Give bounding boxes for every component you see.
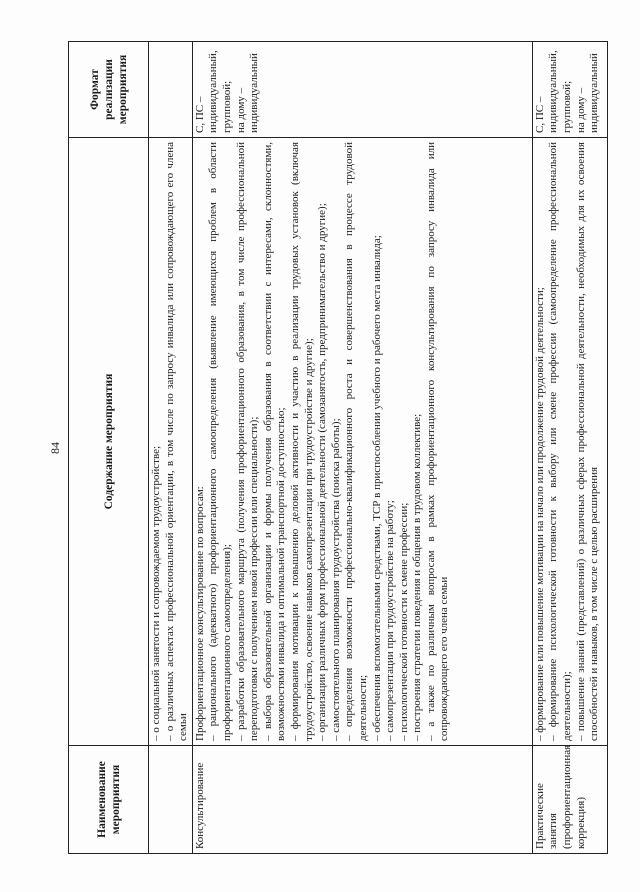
row-1-item-0: – рационального (адекватного) профориентационного самоопределения (выявление имеющихся проблем в области профориентационного самоопределения);: [207, 142, 234, 741]
row-2-item-2: – повышение знаний (представлений) о различных сферах профессиональной деятельности, необходимых для их освоения способностей и навыков, в том числе с целью расширения: [575, 142, 602, 741]
row-0-item-0: – о социальной занятости и сопровождаемом трудоустройстве;: [150, 142, 164, 741]
table-row: [149, 42, 193, 854]
row-1-format-line-4: индивидуальный: [248, 53, 261, 133]
row-2-format-line-0: С, ПС –: [533, 96, 546, 133]
row-1-item-9: – психологической готовности к смене профессии;: [398, 142, 412, 741]
header-event-format: Формат реализации мероприятия: [69, 42, 149, 138]
row-1-intro: Профориентационное консультирование по вопросам:: [193, 486, 206, 741]
row-2-content: [532, 138, 607, 746]
row-2-format-line-2: групповой;: [560, 80, 573, 133]
table-row: [532, 42, 607, 854]
row-2-item-1: – формирование психологической готовности к выбору или смене профессии (самоопределение профессиональной деятельности);: [547, 142, 574, 741]
row-1-format-line-3: на дому –: [234, 87, 247, 133]
row-0-name: [149, 746, 193, 854]
row-2-format-line-4: индивидуальный: [588, 53, 601, 133]
row-2-name: Практические занятия (профориентационная коррекция): [532, 746, 607, 854]
row-1-name: Консультирование: [192, 746, 532, 854]
row-1-format: [192, 42, 532, 138]
table-row: [192, 42, 532, 854]
row-1-item-3: – формирования мотивации к повышению деловой активности и участию в реализации трудовых установок (включая трудоустройство, освоение навыков самопрезентации при трудоустройстве и другие);: [289, 142, 316, 741]
row-1-format-line-1: индивидуальный,: [207, 50, 220, 133]
row-1-item-2: – выбора образовательной организации и формы получения образования в соответствии с интересами, склонностями, возможностями инвалида и оптимальной транспортной доступностью;: [262, 142, 289, 741]
row-1-item-10: – построения стратегии поведения и общения в трудовом коллективе;: [411, 142, 425, 741]
row-1-item-5: – самостоятельного планирования трудоустройства (поиска работы);: [330, 142, 344, 741]
rotated-page-content: [48, 42, 608, 854]
events-table: [68, 41, 608, 854]
row-1-format-line-0: С, ПС –: [193, 96, 206, 133]
row-2-format-line-1: индивидуальный,: [547, 50, 560, 133]
row-0-content: [149, 138, 193, 746]
row-1-content: [192, 138, 532, 746]
row-0-item-1: – о различных аспектах профессиональной ориентации, в том числе по запросу инвалида или сопровождающего его члена семьи: [164, 142, 191, 741]
row-1-item-1: – разработки образовательного маршрута (получения профориентационного образования, в том числе профессиональной переподготовки с получением новой профессии или специальности);: [235, 142, 262, 741]
row-2-item-0: – формирование или повышение мотивации на начало или продолжение трудовой деятельности;: [534, 142, 548, 741]
table-header-row: [69, 42, 149, 854]
row-1-item-4: – организации различных форм профессиональной деятельности (самозанятость, предпринимательство и другие);: [316, 142, 330, 741]
row-1-item-6: – определения возможности профессионально-квалификационного роста и совершенствования в процессе трудовой деятельности;: [343, 142, 370, 741]
row-1-format-line-2: групповой;: [220, 80, 233, 133]
row-1-item-7: – обеспечения вспомогательными средствами, ТСР в приспособлении учебного и рабочего места инвалида;: [371, 142, 385, 741]
row-2-format: [532, 42, 607, 138]
row-1-item-8: – самопрезентации при трудоустройстве на работу;: [384, 142, 398, 741]
row-2-format-line-3: на дому –: [574, 87, 587, 133]
header-event-name: Наименование мероприятия: [69, 746, 149, 854]
page-number: 84: [48, 442, 62, 454]
header-event-content: Содержание мероприятия: [69, 138, 149, 746]
row-1-item-11: – а также по различным вопросам в рамках профориентационного консультирования по запросу инвалида или сопровождающего его члена семьи: [425, 142, 452, 741]
row-0-format: [149, 42, 193, 138]
